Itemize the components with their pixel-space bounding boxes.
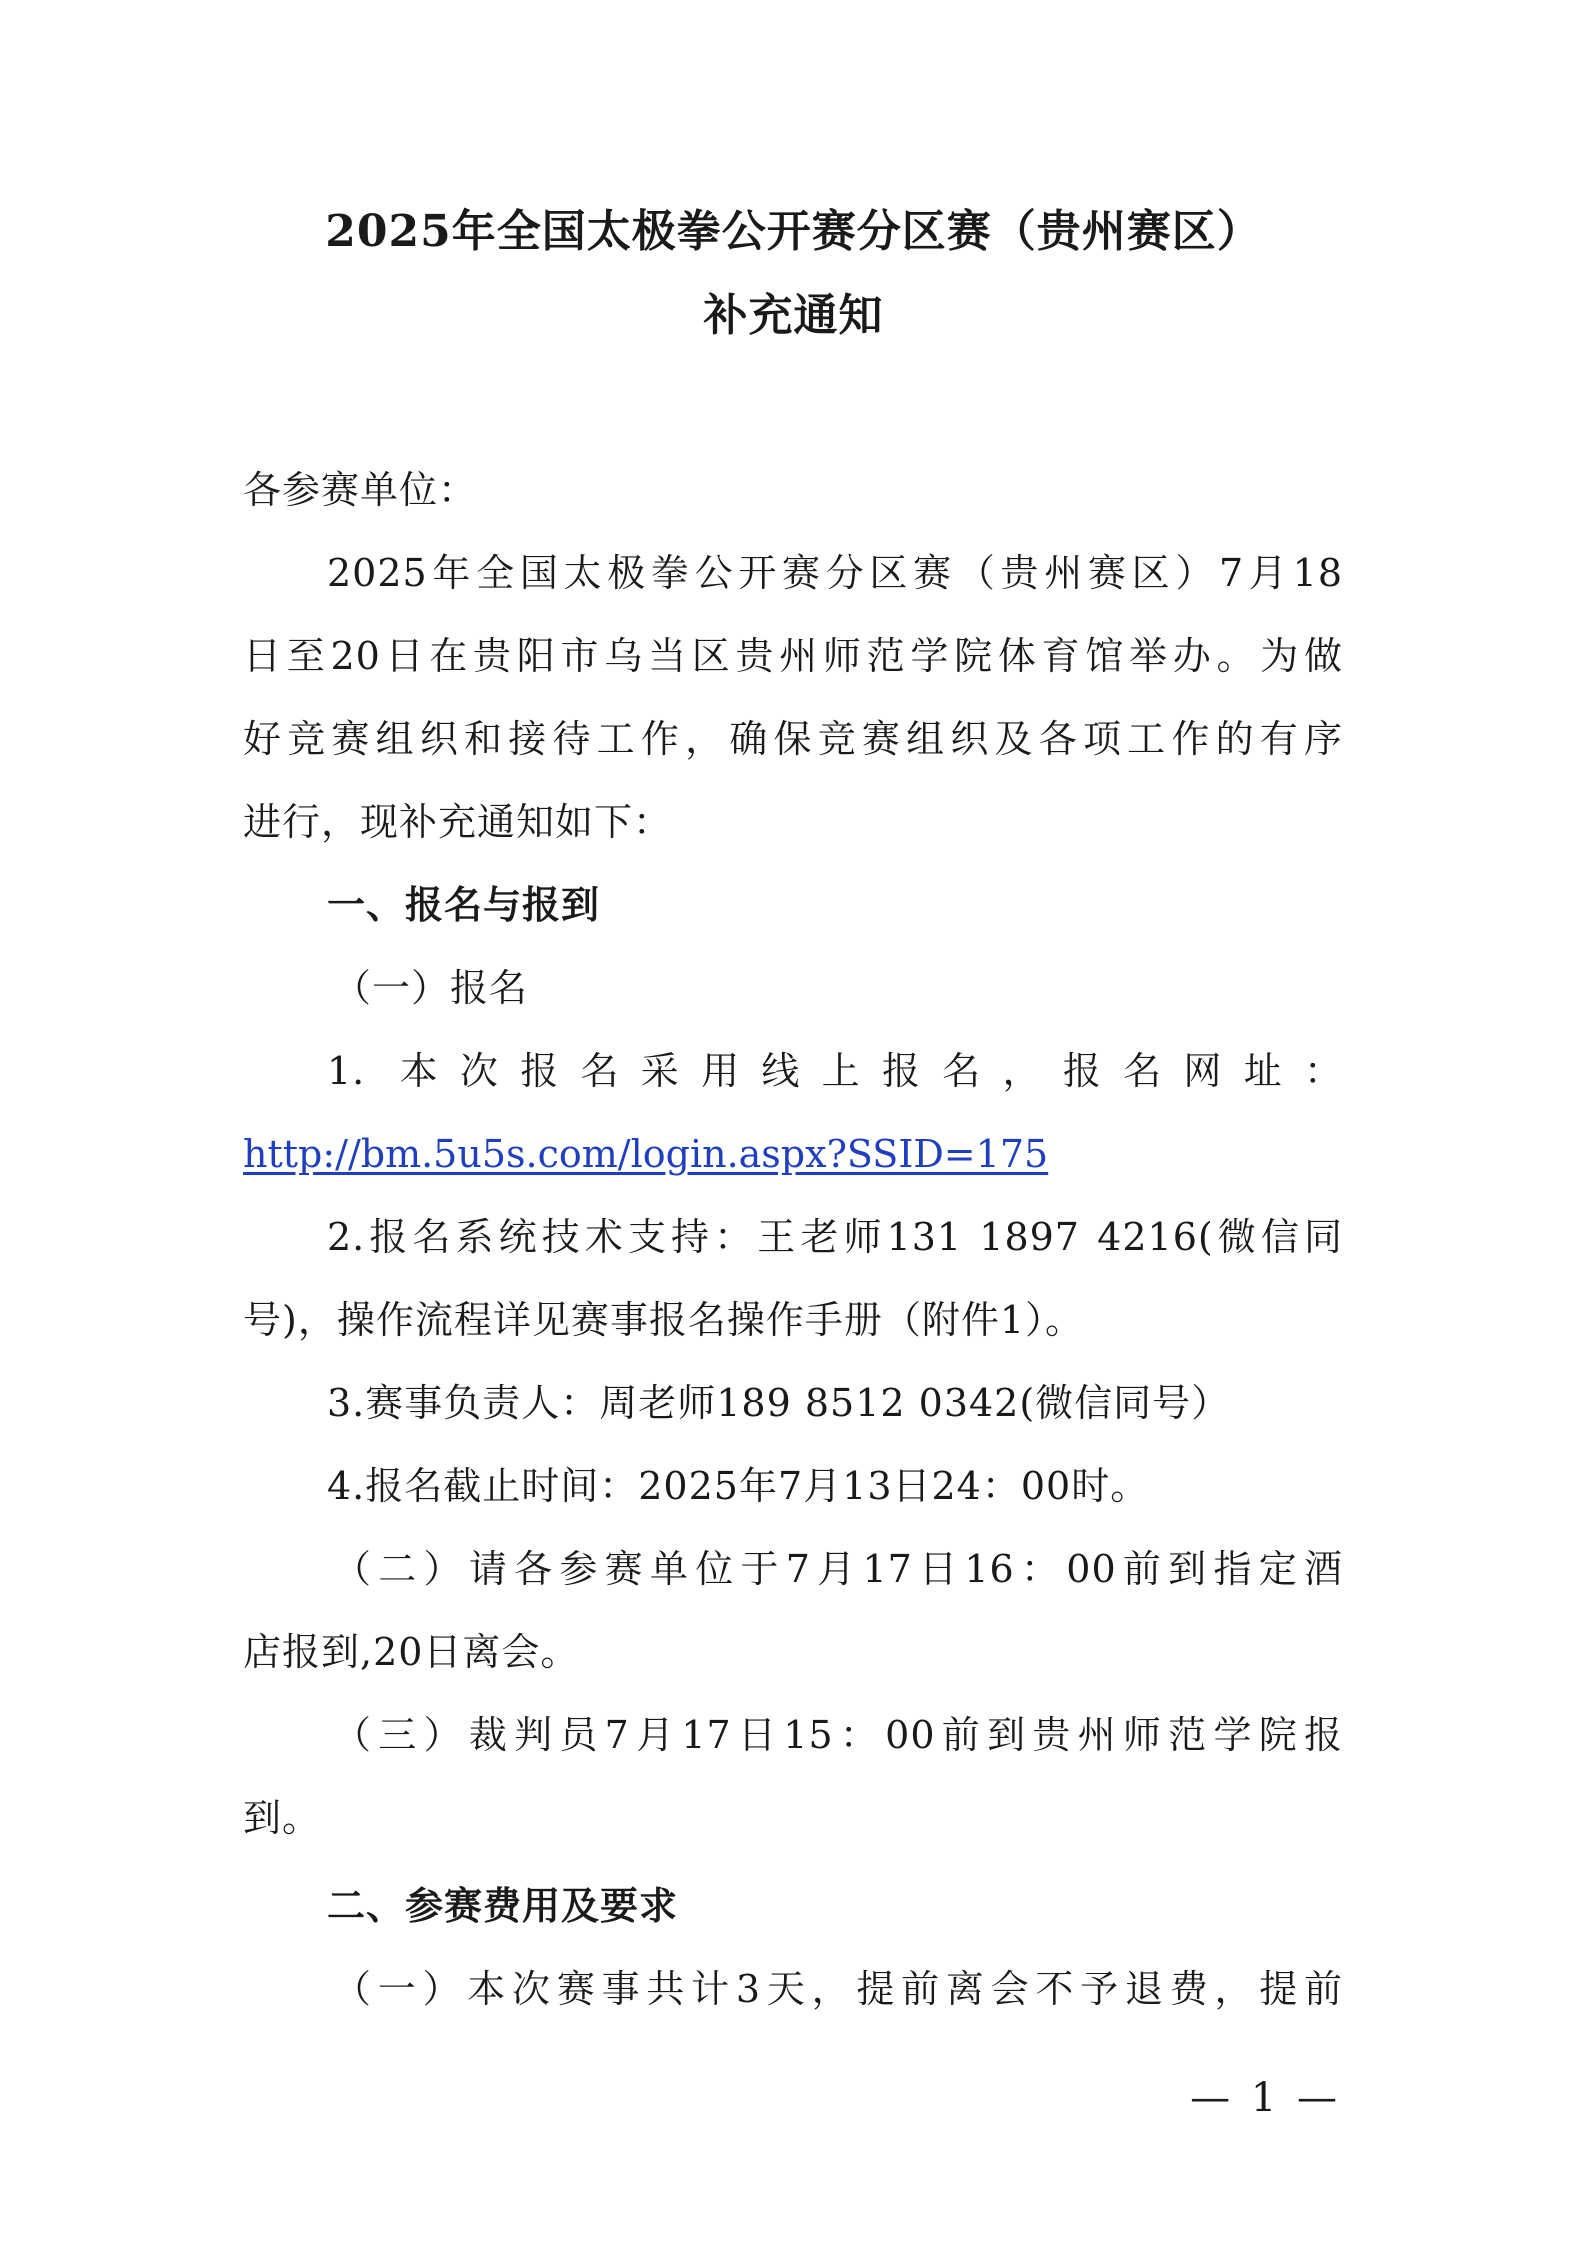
intro-line-2: 日至20日在贵阳市乌当区贵州师范学院体育馆举办。为做 [243, 634, 1343, 678]
section1-item3: 3.赛事负责人：周老师189 8512 0342(微信同号） [327, 1381, 1231, 1425]
page-number: — 1 — [1190, 2075, 1341, 2121]
intro-line-3: 好竞赛组织和接待工作，确保竞赛组织及各项工作的有序 [243, 717, 1343, 761]
registration-url-link[interactable]: http://bm.5u5s.com/login.aspx?SSID=175 [243, 1132, 1049, 1176]
section2-heading: 二、参赛费用及要求 [327, 1883, 679, 1928]
section1-sub3-line1: （三）裁判员7月17日15：00前到贵州师范学院报 [333, 1713, 1343, 1757]
document-title-line1: 2025年全国太极拳公开赛分区赛（贵州赛区） [325, 206, 1262, 257]
section1-sub2-line2: 店报到,20日离会。 [243, 1630, 580, 1674]
registration-url-line [243, 1128, 1343, 1180]
section1-heading: 一、报名与报到 [327, 882, 601, 927]
section1-item2-line2: 号)，操作流程详见赛事报名操作手册（附件1）。 [243, 1298, 1085, 1342]
section1-item1-line1: 1. 本次报名采用线上报名，报名网址： [327, 1049, 1343, 1093]
document-title-line2: 补充通知 [703, 290, 884, 341]
section1-sub2-line1: （二）请各参赛单位于7月17日16：00前到指定酒 [333, 1547, 1343, 1591]
intro-line-4: 进行，现补充通知如下： [243, 800, 673, 844]
intro-line-1: 2025年全国太极拳公开赛分区赛（贵州赛区）7月18 [327, 551, 1343, 595]
section1-sub1-heading: （一）报名 [333, 966, 529, 1010]
salutation: 各参赛单位： [243, 468, 478, 512]
section1-sub3-line2: 到。 [243, 1796, 322, 1840]
section1-item2-line1: 2.报名系统技术支持：王老师131 1897 4216(微信同 [327, 1215, 1343, 1259]
section1-item4: 4.报名截止时间：2025年7月13日24：00时。 [327, 1464, 1150, 1508]
section2-sub1-line1: （一）本次赛事共计3天，提前离会不予退费，提前 [333, 1967, 1343, 2011]
